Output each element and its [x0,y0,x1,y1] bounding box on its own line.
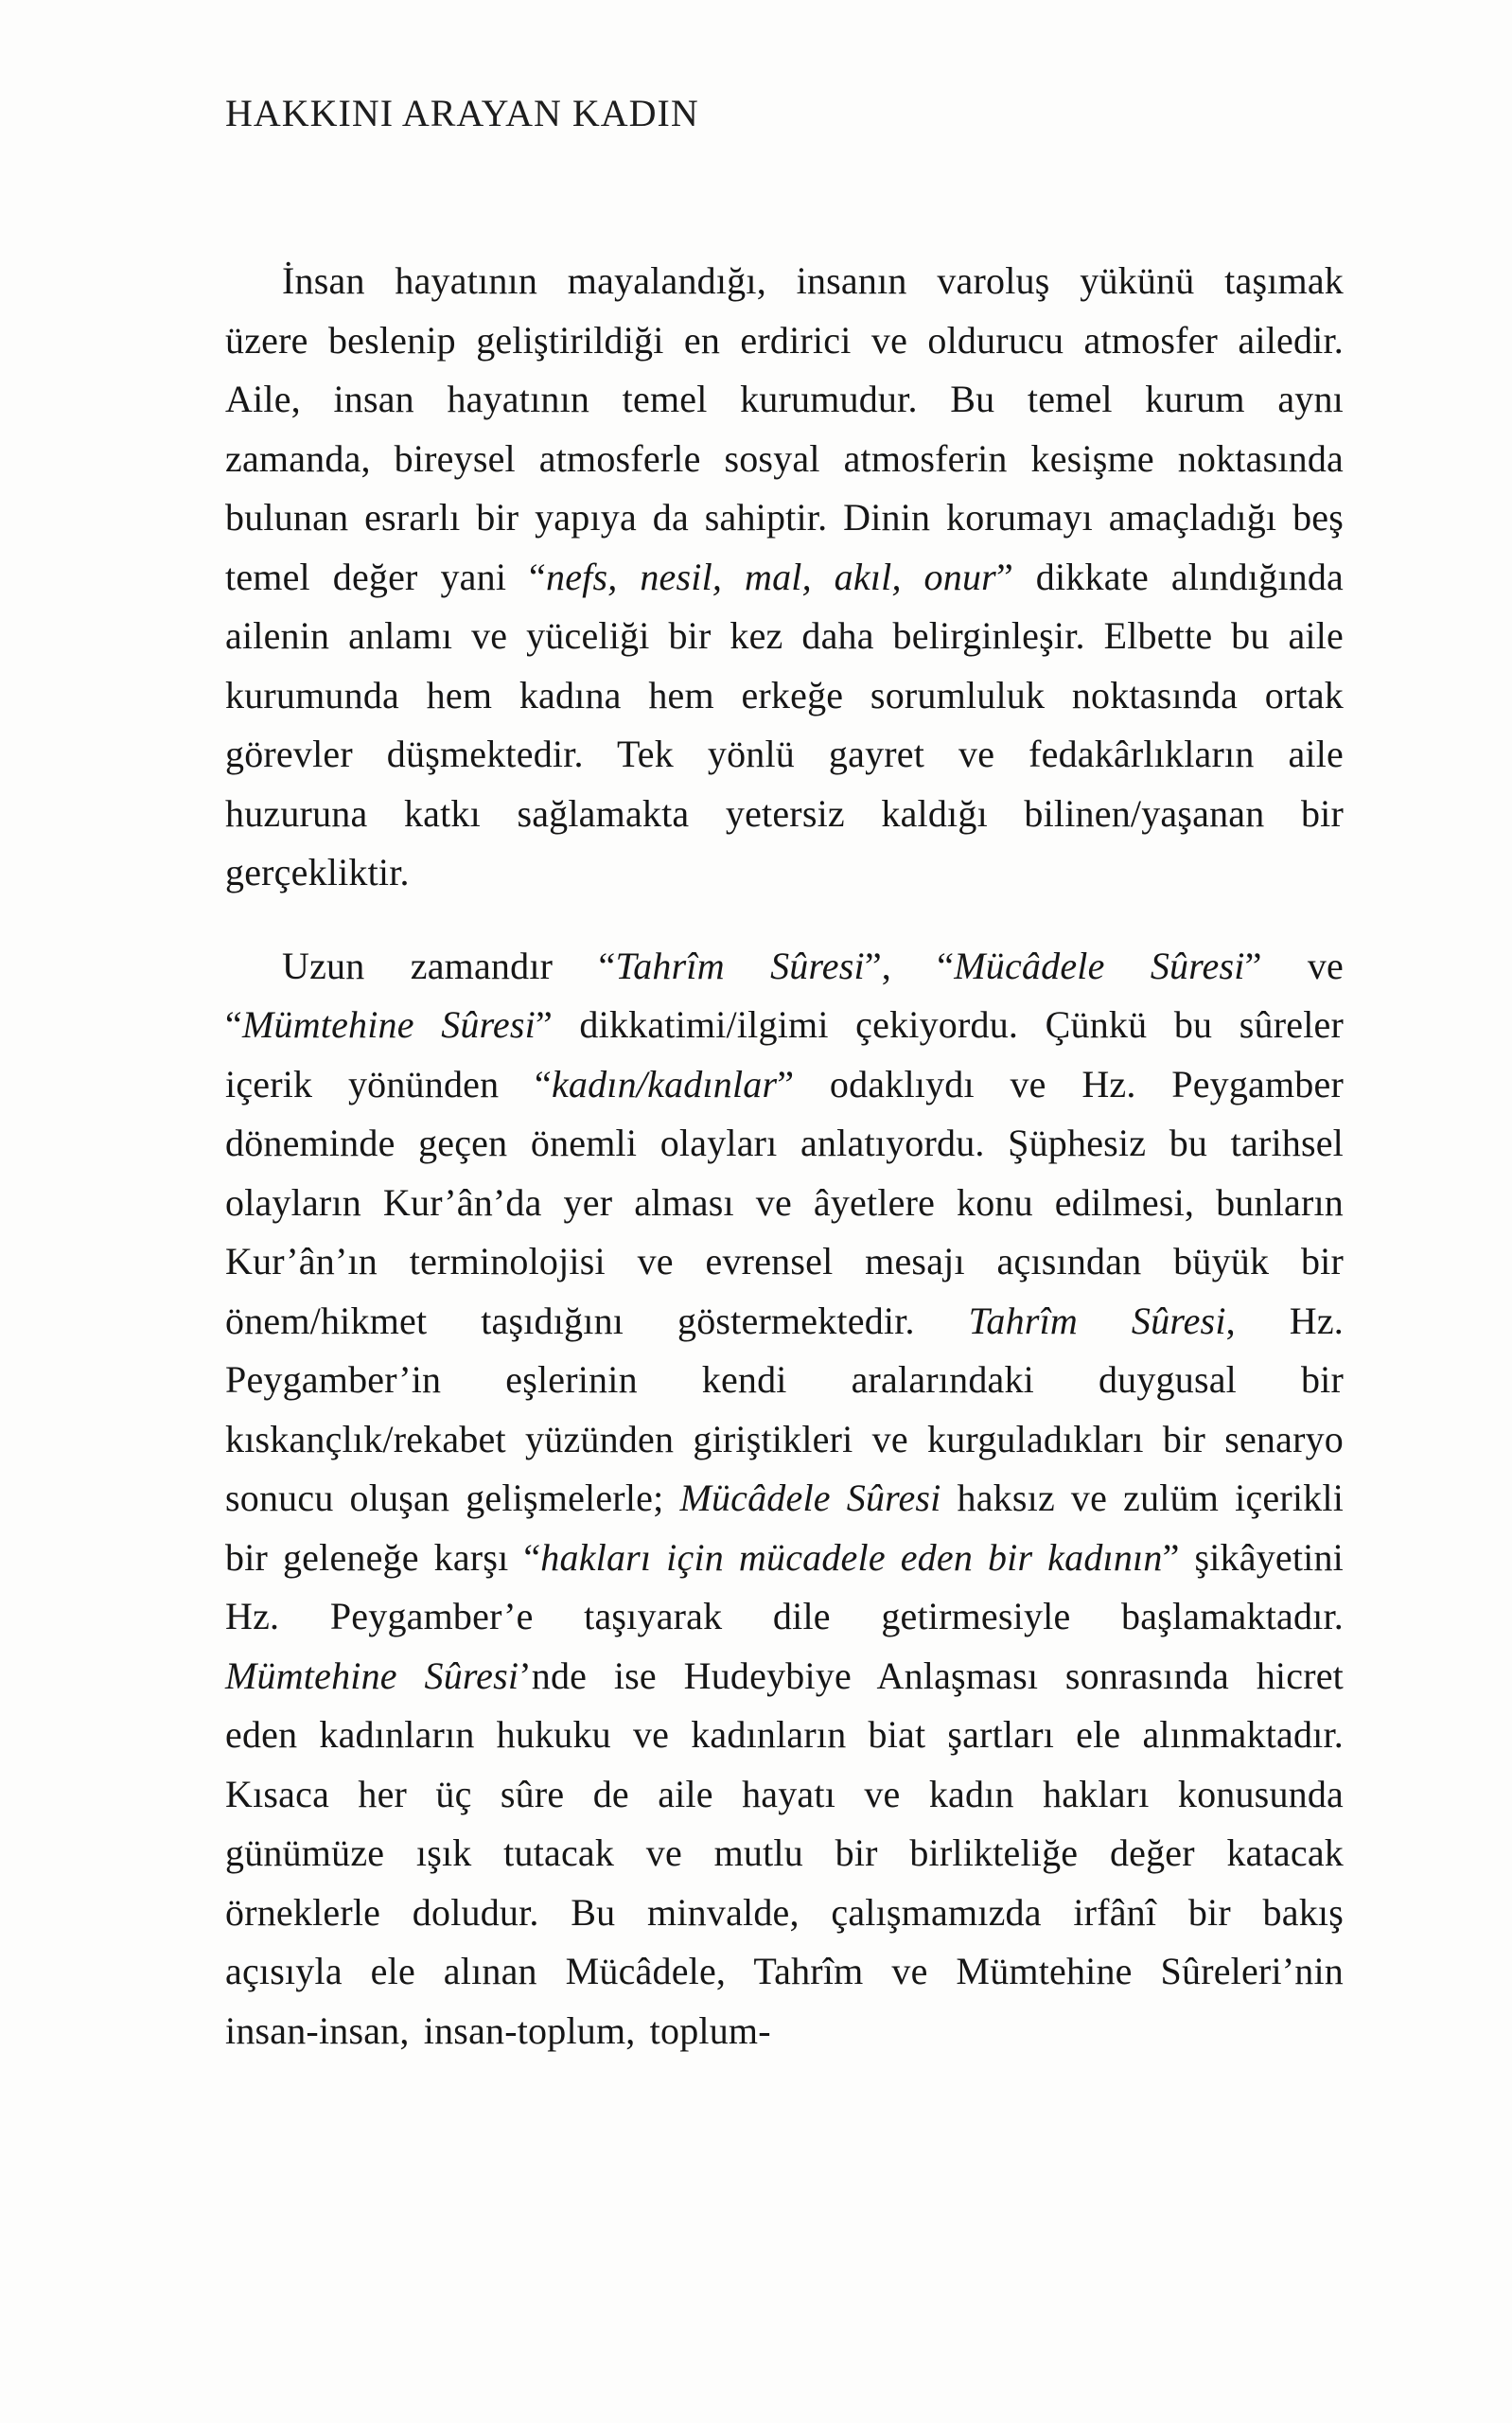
page-content [225,91,1344,2060]
italic-run: Mücâdele Sûresi [954,944,1245,987]
text-run: , Hz. Peygamber’in eşlerinin kendi aralarındaki duygusal bir kıskançlık/rekabet yüzünden giriştikleri ve kurguladıkları bir senaryo sonucu oluşan gelişmelerle; [225,1299,1345,1519]
italic-run: kadın/kadınlar [551,1062,778,1105]
text-run: ”, “ [864,944,955,987]
italic-run: Tahrîm Sûresi [968,1299,1226,1342]
text-run: haksız ve zulüm içerikli bir geleneğe karşı “ [225,1477,1345,1579]
text-run: ” odaklıydı ve Hz. Peygamber döneminde geçen önemli olayları anlatıyordu. Şüphesiz bu tarihsel olayların Kur’ân’da yer alması ve âyetlere konu edilmesi, bunların Kur’ân’ın terminolojisi ve evrensel mesajı açısından büyük bir önem/hikmet taşıdığını göstermektedir. [225,1062,1344,1342]
italic-run: Mümtehine Sûresi [241,1003,536,1046]
text-run: ” ve “ [225,944,1345,1046]
italic-run: nefs, nesil, mal, akıl, onur [546,555,996,598]
italic-run: hakları için mücadele eden bir kadının [540,1535,1163,1579]
body-text [225,252,1344,2060]
text-run: ” dikkatimi/ilgimi çekiyordu. Çünkü bu sûreler içerik yönünden “ [225,1003,1344,1105]
text-run: İnsan hayatının mayalandığı, insanın varoluş yükünü taşımak üzere beslenip geliştirildiği en erdirici ve oldurucu atmosfer ailedir. Aile, insan hayatının temel kurumudur. Bu temel kurum aynı zamanda, bireysel atmosferle sosyal atmosferin kesişme noktasında bulunan esrarlı bir yapıya da sahiptir. Dinin korumayı amaçladığı beş temel değer yani “ [225,259,1344,598]
text-run: Uzun zamandır “ [282,944,616,987]
text-run: ” şikâyetini Hz. Peygamber’e taşıyarak dile getirmesiyle başlamaktadır. [225,1535,1344,1637]
text-run: ” dikkate alındığında ailenin anlamı ve yüceliği bir kez daha belirginleşir. Elbette bu aile kurumunda hem kadına hem erkeğe sorumluluk noktasında ortak görevler düşmektedir. Tek yönlü gayret ve fedakârlıkların aile huzuruna katkı sağlamakta yetersiz kaldığı bilinen/yaşanan bir gerçekliktir. [225,555,1344,893]
body-paragraph [225,252,1344,903]
running-header: HAKKINI ARAYAN KADIN [225,92,699,134]
italic-run: Mücâdele Sûresi [679,1477,941,1519]
italic-run: Mümtehine Sûresi [225,1654,519,1697]
italic-run: Tahrîm Sûresi [615,944,865,987]
body-paragraph [225,937,1344,2061]
text-run: ’nde ise Hudeybiye Anlaşması sonrasında hicret eden kadınların hukuku ve kadınların biat şartları ele alınmaktadır. Kısaca her üç sûre de aile hayatı ve kadın hakları konusunda günümüze ışık tutacak ve mutlu bir birlikteliğe değer katacak örneklerle doludur. Bu minvalde, çalışmamızda irfânî bir bakış açısıyla ele alınan Mücâdele, Tahrîm ve Mümtehine Sûreleri’nin insan-insan, insan-toplum, toplum- [225,1654,1344,2052]
